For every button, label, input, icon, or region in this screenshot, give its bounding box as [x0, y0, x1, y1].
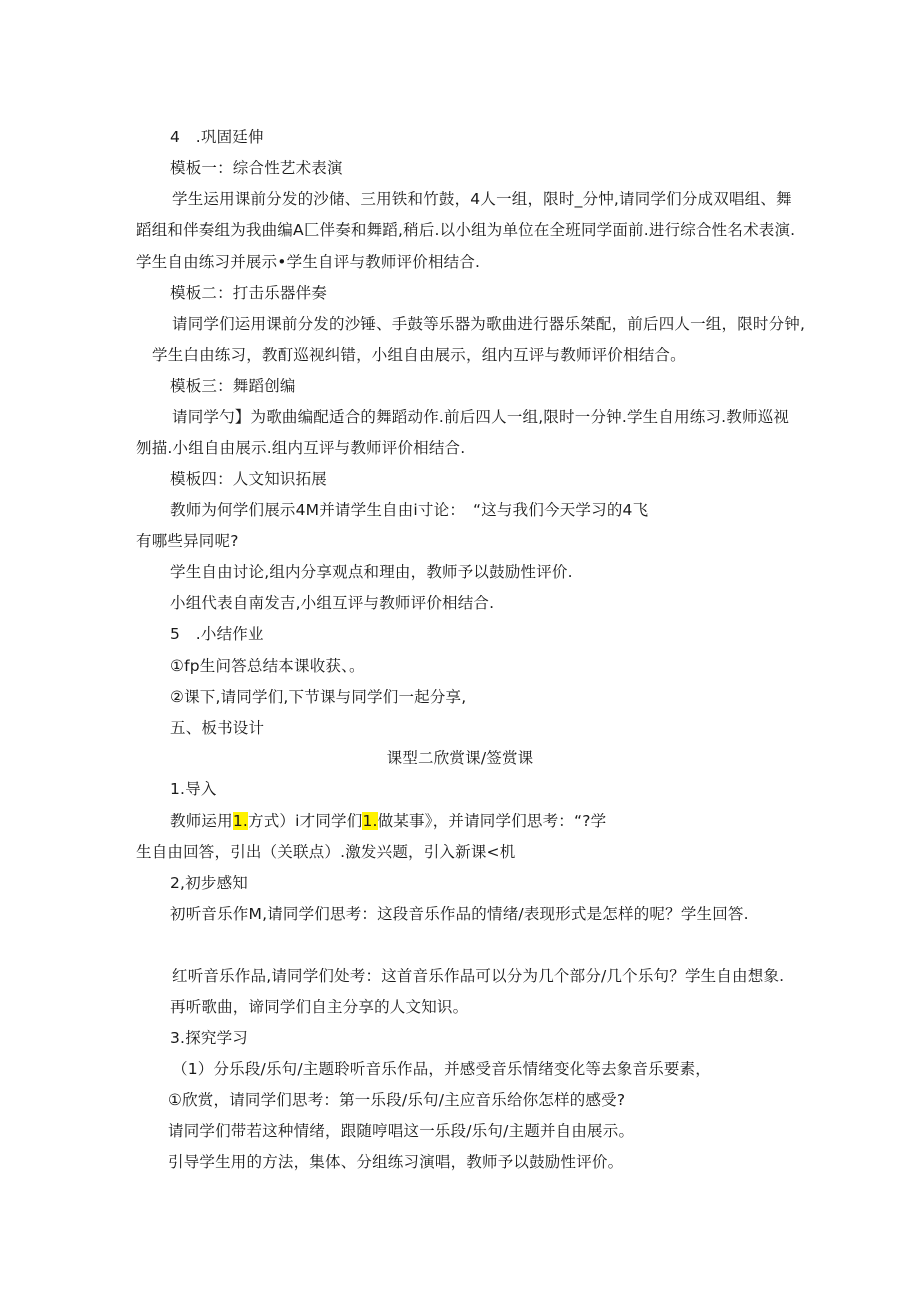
lesson-step-2-line-1: 初听音乐作M,请同学们思考：这段音乐作品的情绪/表现形式是怎样的呢？学生回答. [170, 905, 749, 923]
highlight-placeholder-2: 1. [362, 812, 378, 830]
template-4-paragraph-line-4: 小组代表自南发吉,小组互评与教师评价相结合. [170, 594, 495, 612]
lesson-step-3-heading: 3.探究学习 [170, 1029, 248, 1047]
template-3-title: 模板三：舞蹈创编 [170, 377, 296, 395]
template-1-paragraph-line-3: 学生自由练习并展示•学生自评与教师评价相结合. [136, 253, 481, 271]
section-5-item-1: ①fp生问答总结本课收获、。 [170, 657, 365, 675]
section-6-heading: 五、板书设计 [170, 719, 265, 737]
lesson-step-2-line-3: 再听歌曲，谛同学们自主分享的人文知识。 [170, 998, 469, 1016]
text-run: 方式）i才同学们 [248, 812, 363, 830]
text-run: 教师运用 [170, 812, 233, 830]
template-3-paragraph-line-1: 请同学勺】为歌曲编配适合的舞蹈动作.前后四人一组,限时一分钟.学生自用练习.教师巡视 [172, 408, 790, 426]
template-2-title: 模板二：打击乐器伴奏 [170, 284, 328, 302]
template-1-paragraph-line-1: 学生运用课前分发的沙储、三用铁和竹鼓，4人一组，限时_分忡,请同学们分成双唱组、舞 [172, 190, 792, 208]
template-4-paragraph-line-2: 有哪些异同呢? [136, 532, 239, 550]
highlight-placeholder-1: 1. [232, 812, 249, 830]
lesson-step-1-line-2: 生自由回答，引出（关联点）.激发兴题，引入新课<机 [136, 843, 516, 861]
template-4-paragraph-line-1: 教师为何学们展示4M并请学生自由i寸论： “这与我们今天学习的4飞 [170, 501, 649, 519]
lesson-step-3-line-4: 引导学生用的方法，集体、分组练习演唱，教师予以鼓励性评价。 [168, 1153, 624, 1171]
template-2-paragraph-line-1: 请同学们运用课前分发的沙锤、手鼓等乐器为歌曲进行器乐桀配，前后四人一组，限时分钟, [172, 315, 806, 333]
template-4-title: 模板四：人文知识拓展 [170, 470, 328, 488]
text-run: 做某事》，并请同学们思考：“?学 [377, 812, 607, 830]
lesson-step-3-line-1: （1）分乐段/乐句/主题聆听音乐作品，并感受音乐情绪变化等去象音乐要素， [172, 1060, 712, 1078]
template-1-paragraph-line-2: 蹈组和伴奏组为我曲编A匚伴奏和舞蹈,稍后.以小组为单位在全班同学面前.进行综合性名术表演. [136, 221, 796, 239]
lesson-type-title: 课型二欣赏课/签赏课 [386, 749, 534, 767]
lesson-step-1-line-1 [170, 811, 606, 831]
template-4-paragraph-line-3: 学生自由讨论,组内分享观点和理由，教师予以鼓励性评价. [170, 563, 573, 581]
section-5-item-2: ②课下,请同学们,下节课与同学们一起分享, [170, 688, 467, 706]
lesson-step-2-line-2: 红听音乐作品,请同学们处考：这首音乐作品可以分为几个部分/几个乐句？学生自由想象. [172, 967, 785, 985]
lesson-step-2-heading: 2,初步感知 [170, 874, 248, 892]
template-1-title: 模板一：综合性艺术表演 [170, 159, 343, 177]
section-5-heading: 5 .小结作业 [170, 625, 264, 643]
lesson-step-3-line-2: ①欣赏，请同学们思考：第一乐段/乐句/主应音乐给你怎样的感受? [168, 1091, 626, 1109]
section-4-heading: 4 .巩固廷伸 [170, 128, 264, 146]
lesson-step-1-heading: 1.导入 [170, 780, 217, 798]
lesson-step-3-line-3: 请同学们带若这种情绪，跟随哼唱这一乐段/乐句/主题并自由展示。 [168, 1122, 635, 1140]
template-2-paragraph-line-2: 学生白由练习，教酊巡视纠错，小组自由展示，组内互评与教师评价相结合。 [152, 346, 686, 364]
template-3-paragraph-line-2: 刎描.小组自由展示.组内互评与教师评价相结合. [136, 439, 466, 457]
